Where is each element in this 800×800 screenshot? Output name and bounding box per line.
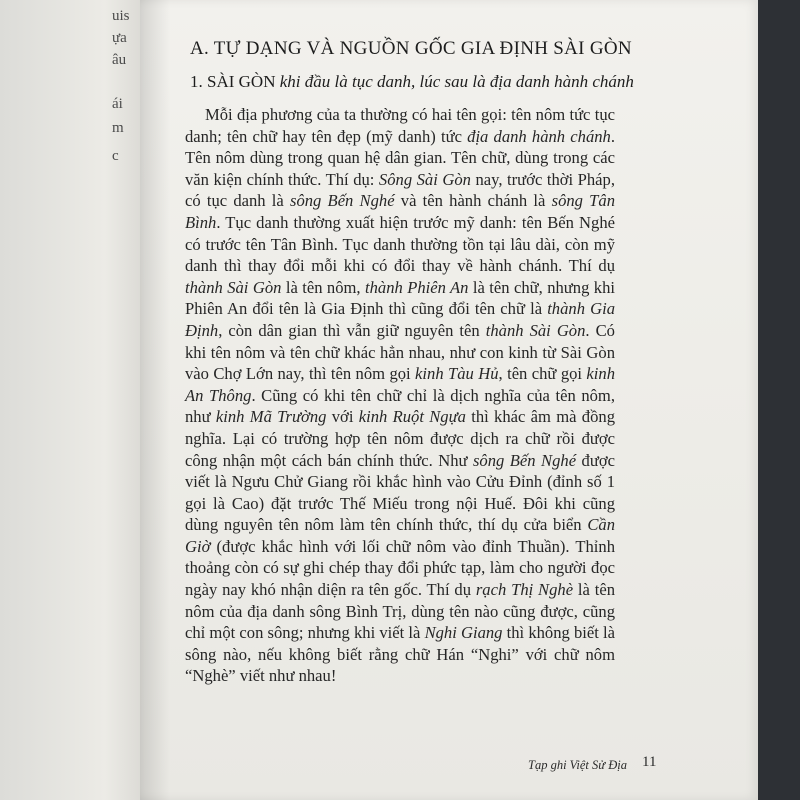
text-run: và tên hành chánh là <box>394 191 552 211</box>
italic-text-run: địa danh hành chánh <box>467 126 611 146</box>
subsection-title <box>190 72 634 92</box>
text-run: , tên chữ gọi <box>498 364 587 384</box>
paragraph <box>185 104 615 687</box>
edge-fragment: m <box>112 120 124 136</box>
text-run: là tên nôm, <box>281 277 365 297</box>
section-title: A. TỰ DẠNG VÀ NGUỒN GỐC GIA ĐỊNH SÀI GÒN <box>190 38 632 59</box>
text-run: , còn dân gian thì vẫn giữ nguyên tên <box>218 320 486 340</box>
left-page <box>0 0 150 800</box>
text-run: (được khắc hình với lối chữ nôm vào đỉnh Thuần). Thỉnh thoảng còn có sự ghi chép thay đổi phức tạp, làm cho người đọc ngày nay khó nhận diện ra tên gốc. Thí dụ <box>185 536 615 600</box>
body-text <box>185 104 615 687</box>
italic-text-run: thành Sài Gòn <box>485 320 586 340</box>
italic-text-run: rạch Thị Nghè <box>475 580 574 600</box>
italic-text-run: thành Gia Định <box>185 299 615 340</box>
italic-text-run: sông Tân Bình <box>185 191 616 232</box>
italic-text-run: sông Bến Nghé <box>472 450 577 470</box>
text-run: Mỗi địa phương của ta thường có hai tên gọi: tên nôm tức tục danh; tên chữ hay tên đẹp (mỹ danh) tức <box>185 105 615 146</box>
edge-fragment: ái <box>112 96 123 112</box>
italic-text-run: thành Phiên An <box>365 277 469 297</box>
italic-text-run: kinh Tàu Hủ <box>415 364 499 384</box>
text-run: . Có khi tên nôm và tên chữ khác hẳn nhau, như con kinh từ Sài Gòn vào Chợ Lớn nay, thì tên nôm gọi <box>185 320 615 384</box>
italic-text-run: sông Bến Nghé <box>290 191 395 211</box>
italic-text-run: kinh Mã Trường <box>215 407 327 427</box>
subsection-number: 1. SÀI GÒN <box>190 72 276 91</box>
page-gutter-shadow <box>140 0 170 800</box>
page-number: 11 <box>642 754 657 770</box>
text-run: nay, trước thời Pháp, có tục danh là <box>185 169 615 211</box>
text-run: được viết là Ngưu Chử Giang rồi khắc hình vào Cửu Đỉnh (đỉnh số 1 gọi là Cao) đặt trước Thế Miếu trong nội Huế. Đôi khi cũng dùng nguyên tên nôm làm tên chính thức, thí dụ cửa biển <box>185 450 615 535</box>
edge-fragment: ựa <box>112 30 127 46</box>
italic-text-run: Nghi Giang <box>424 623 503 643</box>
italic-text-run: Sông Sài Gòn <box>378 169 471 189</box>
edge-fragment: c <box>112 148 119 164</box>
text-run: là tên nôm của địa danh sông Bình Trị, dùng tên nào cũng được, cũng chỉ một con sông; nhưng khi viết là <box>185 580 615 643</box>
text-run: thì không biết là sông nào, nếu không biết rằng chữ Hán “Nghi” với chữ nôm “Nghè” viết như nhau! <box>185 623 615 686</box>
book-page <box>140 0 758 800</box>
italic-text-run: kinh Ruột Ngựa <box>358 407 466 427</box>
italic-text-run: kinh An Thông <box>185 364 615 405</box>
edge-fragment: âu <box>112 52 127 68</box>
text-run: . Tên nôm dùng trong quan hệ dân gian. Tên chữ, dùng trong các văn kiện chính thức. Thí dụ: <box>185 126 615 189</box>
italic-text-run: Cần Giờ <box>185 515 615 556</box>
text-run: . Tục danh thường xuất hiện trước mỹ danh: tên Bến Nghé có trước tên Tân Bình. Tục danh thường tồn tại lâu dài, còn mỹ danh thì thay đổi mỗi khi có đổi thay về hành chánh. Thí dụ <box>185 212 615 276</box>
text-run: là tên chữ, nhưng khi Phiên An đổi tên là Gia Định thì cũng đổi tên chữ là <box>185 277 616 319</box>
subsection-heading: khi đầu là tục danh, lúc sau là địa danh hành chánh <box>275 72 634 91</box>
edge-fragment: uis <box>112 8 130 24</box>
running-footer: Tạp ghi Việt Sử Địa <box>528 758 627 772</box>
italic-text-run: thành Sài Gòn <box>185 277 282 297</box>
text-run: với <box>326 407 359 427</box>
text-run: . Cũng có khi tên chữ chỉ là dịch nghĩa của tên nôm, như <box>185 385 615 427</box>
text-run: thì khác âm mà đồng nghĩa. Lại có trường hợp tên nôm được dịch ra chữ rồi được công nhận một cách bán chính thức. Như <box>185 407 615 470</box>
